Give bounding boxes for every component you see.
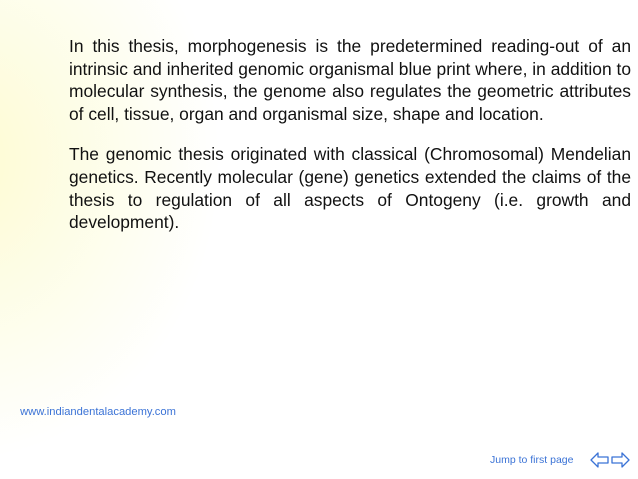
right-arrow-icon[interactable] [611,452,630,468]
left-arrow-icon[interactable] [590,452,609,468]
site-link[interactable]: www.indiandentalacademy.com [20,406,176,418]
jump-to-first-page-link[interactable]: Jump to first page [490,454,574,466]
paragraph-morphogenesis: In this thesis, morphogenesis is the predetermined reading-out of an intrinsic and inherited genomic organismal blue print where, in addition to molecular synthesis, the genome also regulates the geometric attributes of cell, tissue, organ and organismal size, shape and location. [69,36,631,124]
nav-arrows [590,452,630,468]
slide-body [69,35,631,234]
paragraph-genomic-thesis: The genomic thesis originated with classical (Chromosomal) Mendelian genetics. Recently molecular (gene) genetics extended the claims of the thesis to regulation of all aspects of Ontogeny (i.e. growth and development). [69,144,631,233]
